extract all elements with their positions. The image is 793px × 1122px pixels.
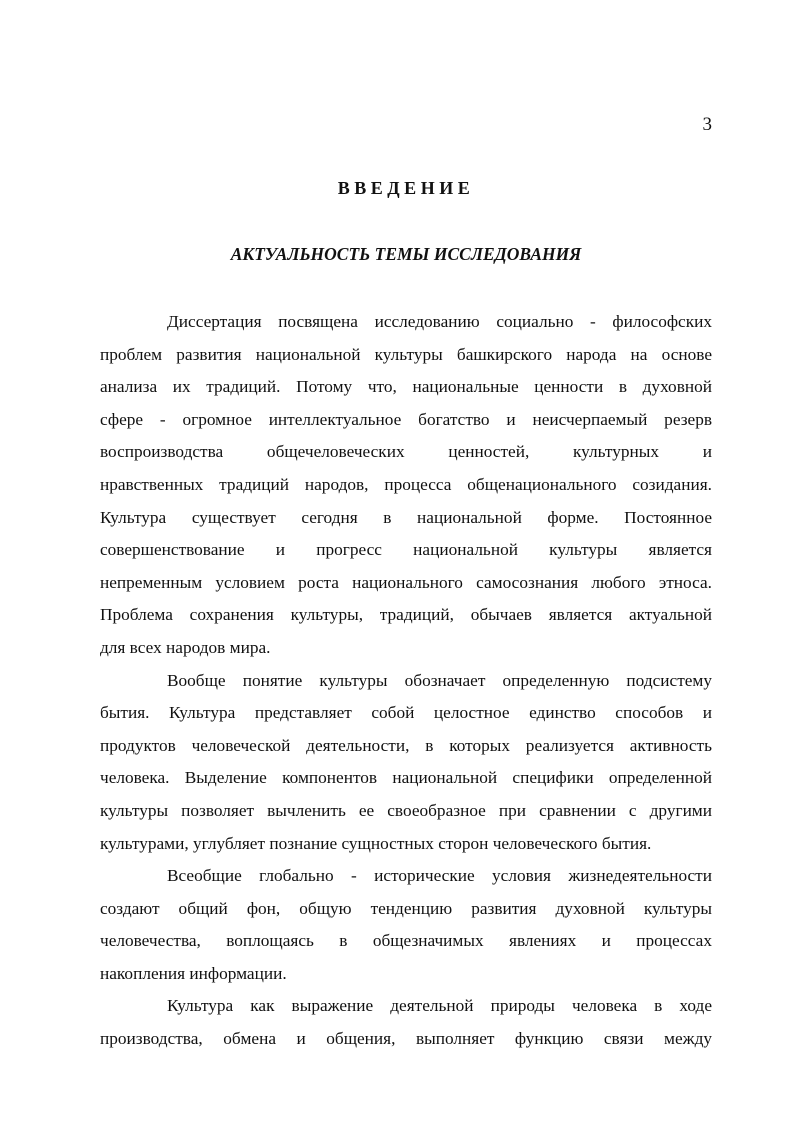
body-text bbox=[100, 306, 712, 1056]
text-line: человека. Выделение компонентов национальной специфики определенной bbox=[100, 768, 712, 788]
text-line: Культура как выражение деятельной природы человека в ходе bbox=[167, 996, 712, 1016]
text-line: анализа их традиций. Потому что, национальные ценности в духовной bbox=[100, 377, 712, 397]
text-line: непременным условием роста национального самосознания любого этноса. bbox=[100, 572, 712, 592]
text-line: накопления информации. bbox=[100, 963, 287, 983]
text-line: воспроизводства общечеловеческих ценностей, культурных и bbox=[100, 442, 712, 462]
section-subheading: АКТУАЛЬНОСТЬ ТЕМЫ ИССЛЕДОВАНИЯ bbox=[230, 244, 582, 264]
text-line: культурами, углубляет познание сущностных сторон человеческого бытия. bbox=[100, 833, 652, 853]
text-line: Вообще понятие культуры обозначает определенную подсистему bbox=[167, 670, 712, 690]
section-heading: ВВЕДЕНИЕ bbox=[337, 178, 475, 198]
text-line: совершенствование и прогресс национальной культуры является bbox=[100, 540, 712, 560]
text-line: человечества, воплощаясь в общезначимых явлениях и процессах bbox=[100, 931, 712, 951]
text-line: Проблема сохранения культуры, традиций, обычаев является актуальной bbox=[100, 605, 712, 625]
text-line: продуктов человеческой деятельности, в которых реализуется активность bbox=[100, 735, 712, 755]
text-line: Культура существует сегодня в национальной форме. Постоянное bbox=[100, 507, 712, 527]
text-line: производства, обмена и общения, выполняет функцию связи между bbox=[100, 1029, 712, 1049]
text-line: Диссертация посвящена исследованию социально - философских bbox=[167, 312, 712, 331]
text-line: сфере - огромное интеллектуальное богатство и неисчерпаемый резерв bbox=[100, 409, 712, 429]
text-line: Всеобщие глобально - исторические условия жизнедеятельности bbox=[167, 866, 712, 886]
text-line: проблем развития национальной культуры башкирского народа на основе bbox=[100, 344, 712, 364]
text-line: создают общий фон, общую тенденцию развития духовной культуры bbox=[100, 898, 712, 918]
text-line: нравственных традиций народов, процесса общенационального созидания. bbox=[100, 474, 712, 494]
page-number: 3 bbox=[702, 114, 712, 135]
text-line: культуры позволяет вычленить ее своеобразное при сравнении с другими bbox=[100, 800, 712, 820]
text-line: для всех народов мира. bbox=[100, 637, 271, 657]
text-line: бытия. Культура представляет собой целостное единство способов и bbox=[100, 703, 712, 723]
